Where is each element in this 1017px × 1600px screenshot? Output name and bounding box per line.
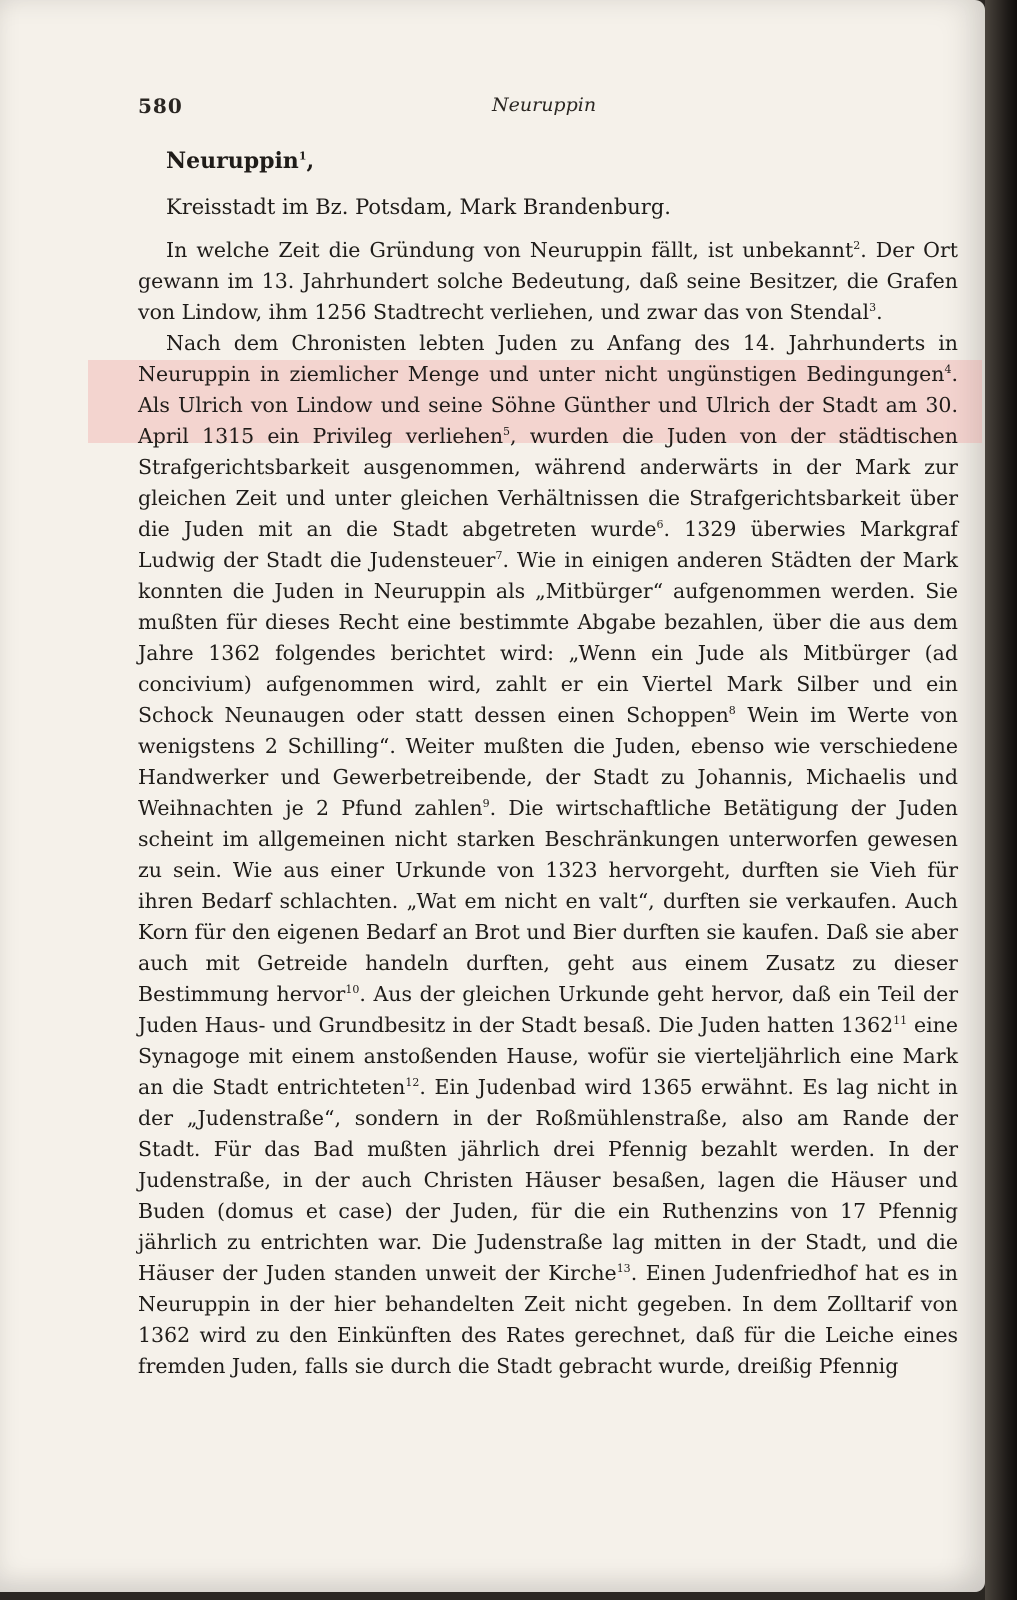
running-head	[138, 94, 958, 124]
paragraph-text: Wein im Werte von wenigstens 2 Schilling“. Weiter mußten die Juden, ebenso wie verschiedene Handwerker und Gewerbetreibende, der Stadt zu Johannis, Michaelis und Weihnachten je 2 Pfund zahlen	[138, 703, 958, 820]
paragraph-text: , wurden die Juden von der städtischen Strafgerichtsbarkeit ausgenommen, während anderwärts in der Mark zur gleichen Zeit und unter gleichen Verhältnissen die Strafgerichtsbarkeit über die Juden mit an die Stadt abgetreten wurde	[138, 424, 958, 541]
footnote-marker: 10	[345, 983, 360, 997]
entry-subtitle: Kreisstadt im Bz. Potsdam, Mark Brandenburg.	[166, 195, 671, 219]
entry-title	[166, 145, 958, 177]
footnote-marker: 11	[893, 1014, 908, 1028]
paragraph-text: In welche Zeit die Gründung von Neuruppin fällt, ist unbekannt	[166, 238, 854, 262]
footnote-marker: 7	[495, 549, 503, 563]
paragraph-text: Nach dem Chronisten lebten Juden zu Anfang des 14. Jahrhunderts in Neuruppin in ziemlicher Menge und unter nicht ungünstigen Bedingungen	[138, 331, 958, 386]
paragraph-text: . Als Ulrich von Lindow und seine Söhne Günther und Ulrich der Stadt am 30. April 1315 ein Privileg verliehen	[138, 362, 958, 448]
paragraph-text: . Wie in einigen anderen Städten der Mark konnten die Juden in Neuruppin als „Mitbürger“ aufgenommen werden. Sie mußten für dieses Recht eine bestimmte Abgabe bezahlen, über die aus dem Jahre 1362 folgendes berichtet wird: „Wenn ein Jude als Mitbürger (ad concivium) aufgenommen wird, zahlt er ein Viertel Mark Silber und ein Schock Neunaugen oder statt dessen einen Schoppen	[138, 548, 958, 727]
paragraph-text: . Der Ort gewann im 13. Jahrhundert solche Bedeutung, daß seine Besitzer, die Grafen von Lindow, ihm 1256 Stadtrecht verliehen, und zwar das von Stendal	[138, 238, 958, 324]
paragraph-text: .	[876, 300, 883, 324]
footnote-marker: 9	[482, 797, 490, 811]
paragraph-text: . Ein Judenbad wird 1365 erwähnt. Es lag nicht in der „Judenstraße“, sondern in der Roßmühlenstraße, also am Rande der Stadt. Für das Bad mußten jährlich drei Pfennig bezahlt werden. In der Judenstraße, in der auch Christen Häuser besaßen, lagen die Häuser und Buden (domus et case) der Juden, für die ein Ruthenzins von 17 Pfennig jährlich zu entrichten war. Die Judenstraße lag mitten in der Stadt, und die Häuser der Juden standen unweit der Kirche	[138, 1075, 958, 1285]
paragraph-text: . 1329 überwies Markgraf Ludwig der Stadt die Judensteuer	[138, 517, 958, 572]
paragraph-text: . Einen Judenfriedhof hat es in Neuruppin in der hier behandelten Zeit nicht gegeben. In dem Zolltarif von 1362 wird zu den Einkünften des Rates gerechnet, daß für die Leiche eines fremden Juden, falls sie durch die Stadt gebracht wurde, dreißig Pfennig	[138, 1261, 958, 1378]
body-text	[138, 235, 958, 1382]
running-title: Neuruppin	[492, 94, 597, 116]
paragraph-text: eine Synagoge mit einem anstoßenden Hause, wofür sie vierteljährlich eine Mark an die Stadt entrichteten	[138, 1013, 958, 1099]
footnote-marker: 2	[853, 239, 861, 253]
paragraph-text: . Aus der gleichen Urkunde geht hervor, daß ein Teil der Juden Haus- und Grundbesitz in der Stadt besaß. Die Juden hatten 1362	[138, 982, 959, 1037]
page-number: 580	[138, 94, 183, 118]
footnote-marker: 8	[728, 704, 736, 718]
footnote-marker: 4	[944, 363, 952, 377]
entry-title-text: Neuruppin	[166, 148, 299, 174]
entry-content	[138, 145, 958, 1382]
footnote-marker: 1	[298, 149, 307, 163]
footnote-marker: 5	[503, 425, 511, 439]
footnote-marker: 6	[656, 518, 664, 532]
footnote-marker: 3	[869, 301, 877, 315]
footnote-marker: 13	[616, 1262, 631, 1276]
paragraph-foundation	[138, 235, 958, 328]
paragraph-text: . Die wirtschaftliche Betätigung der Juden scheint im allgemeinen nicht starken Beschränkungen unterworfen gewesen zu sein. Wie aus einer Urkunde von 1323 hervorgeht, durften sie Vieh für ihren Bedarf schlachten. „Wat em nicht en valt“, durften sie verkaufen. Auch Korn für den eigenen Bedarf an Brot und Bier durften sie kaufen. Daß sie aber auch mit Getreide handeln durften, geht aus einem Zusatz zu dieser Bestimmung hervor	[138, 796, 958, 1006]
page-edge-shadow	[985, 0, 1017, 1600]
paragraph-jewish-history	[138, 328, 958, 1382]
entry-title-suffix: ,	[306, 148, 315, 174]
footnote-marker: 12	[405, 1076, 420, 1090]
